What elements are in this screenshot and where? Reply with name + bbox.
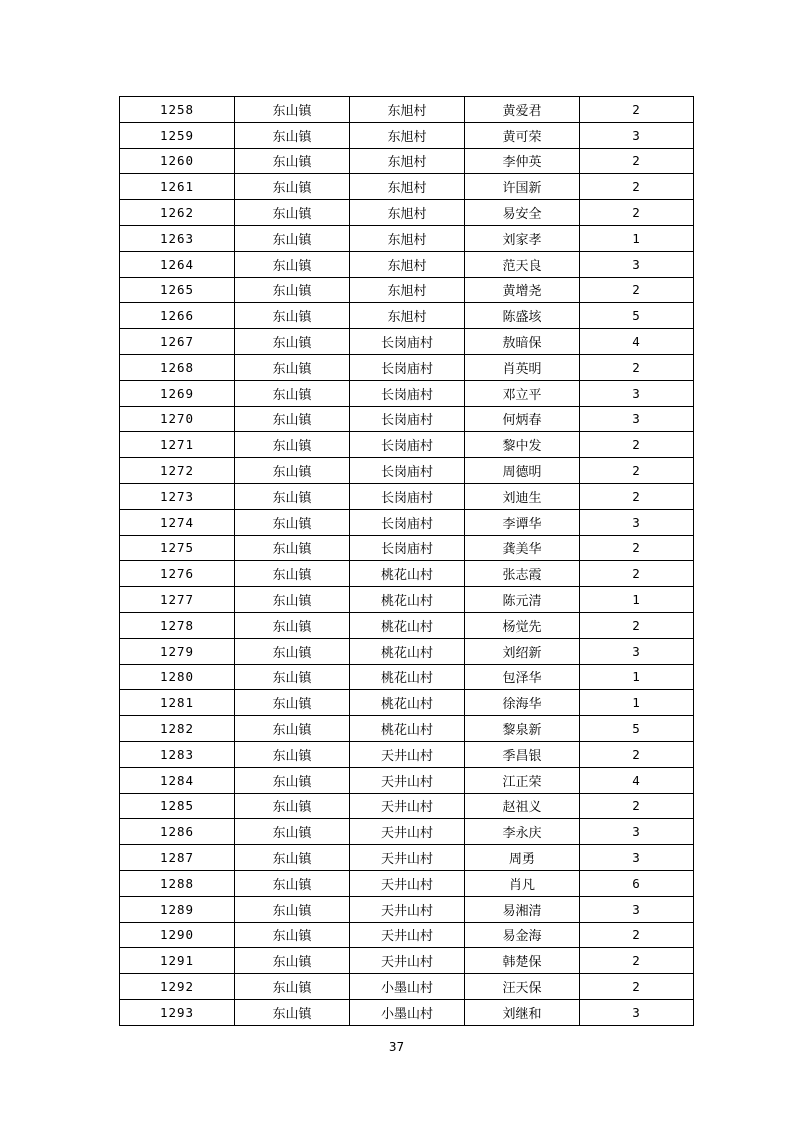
- count-cell: 2: [580, 535, 694, 561]
- count-cell: 2: [580, 948, 694, 974]
- table-row: [120, 329, 694, 355]
- town-cell: 东山镇: [235, 303, 350, 329]
- serial-number-cell: 1275: [120, 535, 235, 561]
- village-cell: 长岗庙村: [350, 354, 465, 380]
- serial-number-cell: 1258: [120, 97, 235, 123]
- town-cell: 东山镇: [235, 251, 350, 277]
- table-row: [120, 406, 694, 432]
- table-row: [120, 535, 694, 561]
- serial-number-cell: 1274: [120, 509, 235, 535]
- name-cell: 江正荣: [465, 767, 580, 793]
- name-cell: 易湘清: [465, 896, 580, 922]
- town-cell: 东山镇: [235, 948, 350, 974]
- table-row: [120, 200, 694, 226]
- count-cell: 1: [580, 664, 694, 690]
- name-cell: 何炳春: [465, 406, 580, 432]
- count-cell: 2: [580, 354, 694, 380]
- village-cell: 天井山村: [350, 870, 465, 896]
- serial-number-cell: 1262: [120, 200, 235, 226]
- table-body: [120, 97, 694, 1026]
- count-cell: 1: [580, 225, 694, 251]
- name-cell: 韩楚保: [465, 948, 580, 974]
- village-cell: 天井山村: [350, 896, 465, 922]
- name-cell: 易安全: [465, 200, 580, 226]
- name-cell: 季昌银: [465, 741, 580, 767]
- town-cell: 东山镇: [235, 612, 350, 638]
- serial-number-cell: 1283: [120, 741, 235, 767]
- table-row: [120, 225, 694, 251]
- name-cell: 徐海华: [465, 690, 580, 716]
- count-cell: 2: [580, 561, 694, 587]
- count-cell: 4: [580, 329, 694, 355]
- name-cell: 黄可荣: [465, 122, 580, 148]
- village-cell: 小墨山村: [350, 974, 465, 1000]
- name-cell: 许国新: [465, 174, 580, 200]
- table-row: [120, 664, 694, 690]
- name-cell: 易金海: [465, 922, 580, 948]
- table-row: [120, 896, 694, 922]
- table-row: [120, 819, 694, 845]
- town-cell: 东山镇: [235, 509, 350, 535]
- count-cell: 2: [580, 922, 694, 948]
- name-cell: 肖凡: [465, 870, 580, 896]
- serial-number-cell: 1291: [120, 948, 235, 974]
- village-cell: 东旭村: [350, 251, 465, 277]
- table-row: [120, 354, 694, 380]
- count-cell: 4: [580, 767, 694, 793]
- serial-number-cell: 1261: [120, 174, 235, 200]
- village-cell: 长岗庙村: [350, 432, 465, 458]
- town-cell: 东山镇: [235, 664, 350, 690]
- table-row: [120, 793, 694, 819]
- count-cell: 2: [580, 432, 694, 458]
- table-row: [120, 483, 694, 509]
- town-cell: 东山镇: [235, 819, 350, 845]
- serial-number-cell: 1290: [120, 922, 235, 948]
- table-row: [120, 561, 694, 587]
- village-cell: 东旭村: [350, 200, 465, 226]
- town-cell: 东山镇: [235, 354, 350, 380]
- table-row: [120, 380, 694, 406]
- town-cell: 东山镇: [235, 432, 350, 458]
- serial-number-cell: 1276: [120, 561, 235, 587]
- table-row: [120, 148, 694, 174]
- table-row: [120, 845, 694, 871]
- page-number: 37: [388, 1040, 405, 1054]
- town-cell: 东山镇: [235, 767, 350, 793]
- name-cell: 刘家孝: [465, 225, 580, 251]
- village-cell: 天井山村: [350, 741, 465, 767]
- count-cell: 3: [580, 406, 694, 432]
- name-cell: 黄爱君: [465, 97, 580, 123]
- count-cell: 3: [580, 845, 694, 871]
- table-row: [120, 122, 694, 148]
- serial-number-cell: 1286: [120, 819, 235, 845]
- data-table: [119, 96, 694, 1026]
- serial-number-cell: 1284: [120, 767, 235, 793]
- serial-number-cell: 1279: [120, 638, 235, 664]
- town-cell: 东山镇: [235, 741, 350, 767]
- table-row: [120, 767, 694, 793]
- name-cell: 周德明: [465, 458, 580, 484]
- serial-number-cell: 1293: [120, 999, 235, 1025]
- town-cell: 东山镇: [235, 870, 350, 896]
- count-cell: 6: [580, 870, 694, 896]
- village-cell: 桃花山村: [350, 664, 465, 690]
- serial-number-cell: 1289: [120, 896, 235, 922]
- name-cell: 敖暗保: [465, 329, 580, 355]
- count-cell: 2: [580, 974, 694, 1000]
- village-cell: 长岗庙村: [350, 329, 465, 355]
- serial-number-cell: 1285: [120, 793, 235, 819]
- town-cell: 东山镇: [235, 896, 350, 922]
- town-cell: 东山镇: [235, 974, 350, 1000]
- count-cell: 2: [580, 612, 694, 638]
- village-cell: 桃花山村: [350, 612, 465, 638]
- name-cell: 黄增尧: [465, 277, 580, 303]
- count-cell: 2: [580, 148, 694, 174]
- table-row: [120, 97, 694, 123]
- name-cell: 张志霞: [465, 561, 580, 587]
- count-cell: 2: [580, 174, 694, 200]
- town-cell: 东山镇: [235, 406, 350, 432]
- table-row: [120, 303, 694, 329]
- name-cell: 陈盛垓: [465, 303, 580, 329]
- table-row: [120, 741, 694, 767]
- count-cell: 3: [580, 999, 694, 1025]
- name-cell: 李仲英: [465, 148, 580, 174]
- serial-number-cell: 1271: [120, 432, 235, 458]
- town-cell: 东山镇: [235, 922, 350, 948]
- village-cell: 天井山村: [350, 819, 465, 845]
- village-cell: 长岗庙村: [350, 483, 465, 509]
- village-cell: 桃花山村: [350, 716, 465, 742]
- town-cell: 东山镇: [235, 200, 350, 226]
- town-cell: 东山镇: [235, 793, 350, 819]
- village-cell: 东旭村: [350, 174, 465, 200]
- serial-number-cell: 1288: [120, 870, 235, 896]
- town-cell: 东山镇: [235, 277, 350, 303]
- serial-number-cell: 1277: [120, 587, 235, 613]
- table-row: [120, 174, 694, 200]
- name-cell: 黎中发: [465, 432, 580, 458]
- table-row: [120, 612, 694, 638]
- table-row: [120, 999, 694, 1025]
- name-cell: 刘继和: [465, 999, 580, 1025]
- village-cell: 东旭村: [350, 97, 465, 123]
- serial-number-cell: 1272: [120, 458, 235, 484]
- table-row: [120, 251, 694, 277]
- count-cell: 2: [580, 200, 694, 226]
- town-cell: 东山镇: [235, 174, 350, 200]
- count-cell: 2: [580, 97, 694, 123]
- table-row: [120, 948, 694, 974]
- count-cell: 3: [580, 251, 694, 277]
- count-cell: 2: [580, 483, 694, 509]
- serial-number-cell: 1281: [120, 690, 235, 716]
- count-cell: 3: [580, 896, 694, 922]
- village-cell: 桃花山村: [350, 690, 465, 716]
- village-cell: 东旭村: [350, 122, 465, 148]
- table-row: [120, 922, 694, 948]
- name-cell: 邓立平: [465, 380, 580, 406]
- town-cell: 东山镇: [235, 561, 350, 587]
- count-cell: 5: [580, 303, 694, 329]
- name-cell: 杨觉先: [465, 612, 580, 638]
- town-cell: 东山镇: [235, 535, 350, 561]
- name-cell: 刘迪生: [465, 483, 580, 509]
- village-cell: 东旭村: [350, 277, 465, 303]
- serial-number-cell: 1273: [120, 483, 235, 509]
- village-cell: 桃花山村: [350, 561, 465, 587]
- name-cell: 刘绍新: [465, 638, 580, 664]
- town-cell: 东山镇: [235, 458, 350, 484]
- name-cell: 李永庆: [465, 819, 580, 845]
- name-cell: 黎泉新: [465, 716, 580, 742]
- serial-number-cell: 1260: [120, 148, 235, 174]
- town-cell: 东山镇: [235, 845, 350, 871]
- town-cell: 东山镇: [235, 638, 350, 664]
- count-cell: 3: [580, 638, 694, 664]
- village-cell: 长岗庙村: [350, 458, 465, 484]
- serial-number-cell: 1292: [120, 974, 235, 1000]
- serial-number-cell: 1268: [120, 354, 235, 380]
- town-cell: 东山镇: [235, 483, 350, 509]
- name-cell: 包泽华: [465, 664, 580, 690]
- name-cell: 李谭华: [465, 509, 580, 535]
- count-cell: 2: [580, 741, 694, 767]
- village-cell: 长岗庙村: [350, 509, 465, 535]
- serial-number-cell: 1266: [120, 303, 235, 329]
- count-cell: 2: [580, 277, 694, 303]
- name-cell: 赵祖义: [465, 793, 580, 819]
- town-cell: 东山镇: [235, 587, 350, 613]
- town-cell: 东山镇: [235, 329, 350, 355]
- serial-number-cell: 1287: [120, 845, 235, 871]
- table-row: [120, 690, 694, 716]
- table-row: [120, 870, 694, 896]
- village-cell: 东旭村: [350, 303, 465, 329]
- village-cell: 天井山村: [350, 948, 465, 974]
- count-cell: 1: [580, 690, 694, 716]
- town-cell: 东山镇: [235, 380, 350, 406]
- table-row: [120, 277, 694, 303]
- village-cell: 东旭村: [350, 148, 465, 174]
- serial-number-cell: 1278: [120, 612, 235, 638]
- village-cell: 天井山村: [350, 845, 465, 871]
- table-row: [120, 587, 694, 613]
- count-cell: 1: [580, 587, 694, 613]
- name-cell: 龚美华: [465, 535, 580, 561]
- town-cell: 东山镇: [235, 690, 350, 716]
- table-row: [120, 509, 694, 535]
- serial-number-cell: 1282: [120, 716, 235, 742]
- table-row: [120, 638, 694, 664]
- name-cell: 周勇: [465, 845, 580, 871]
- serial-number-cell: 1259: [120, 122, 235, 148]
- count-cell: 2: [580, 793, 694, 819]
- table-row: [120, 716, 694, 742]
- count-cell: 3: [580, 509, 694, 535]
- town-cell: 东山镇: [235, 225, 350, 251]
- table-row: [120, 974, 694, 1000]
- village-cell: 桃花山村: [350, 638, 465, 664]
- town-cell: 东山镇: [235, 148, 350, 174]
- table-row: [120, 432, 694, 458]
- village-cell: 长岗庙村: [350, 406, 465, 432]
- serial-number-cell: 1263: [120, 225, 235, 251]
- town-cell: 东山镇: [235, 122, 350, 148]
- count-cell: 3: [580, 380, 694, 406]
- serial-number-cell: 1267: [120, 329, 235, 355]
- town-cell: 东山镇: [235, 97, 350, 123]
- name-cell: 陈元清: [465, 587, 580, 613]
- village-cell: 长岗庙村: [350, 535, 465, 561]
- name-cell: 范天良: [465, 251, 580, 277]
- table-row: [120, 458, 694, 484]
- name-cell: 汪天保: [465, 974, 580, 1000]
- town-cell: 东山镇: [235, 999, 350, 1025]
- data-table-container: [119, 96, 694, 1026]
- village-cell: 天井山村: [350, 793, 465, 819]
- serial-number-cell: 1265: [120, 277, 235, 303]
- count-cell: 3: [580, 819, 694, 845]
- village-cell: 东旭村: [350, 225, 465, 251]
- serial-number-cell: 1269: [120, 380, 235, 406]
- village-cell: 天井山村: [350, 767, 465, 793]
- count-cell: 2: [580, 458, 694, 484]
- village-cell: 桃花山村: [350, 587, 465, 613]
- village-cell: 长岗庙村: [350, 380, 465, 406]
- name-cell: 肖英明: [465, 354, 580, 380]
- serial-number-cell: 1280: [120, 664, 235, 690]
- serial-number-cell: 1270: [120, 406, 235, 432]
- town-cell: 东山镇: [235, 716, 350, 742]
- village-cell: 小墨山村: [350, 999, 465, 1025]
- count-cell: 3: [580, 122, 694, 148]
- village-cell: 天井山村: [350, 922, 465, 948]
- serial-number-cell: 1264: [120, 251, 235, 277]
- count-cell: 5: [580, 716, 694, 742]
